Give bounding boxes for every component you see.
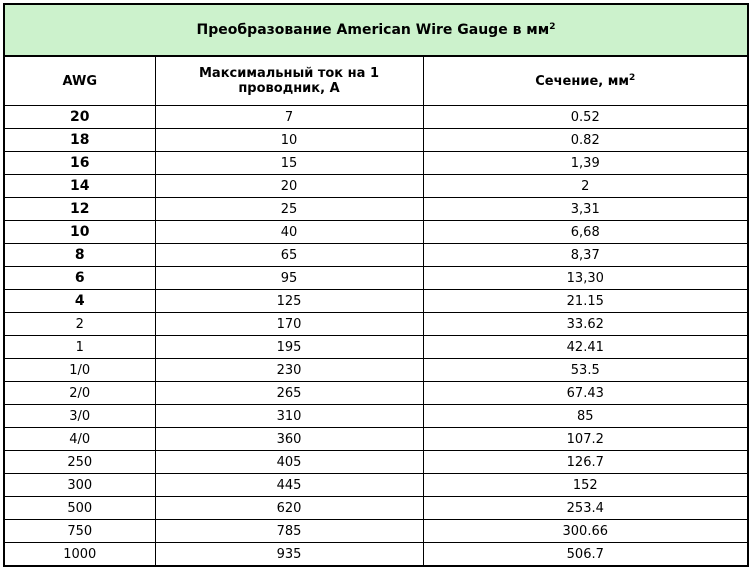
cell-section: 253.4 — [423, 497, 748, 520]
cell-section: 0.52 — [423, 106, 748, 129]
table-title — [4, 4, 748, 56]
cell-current: 360 — [155, 428, 423, 451]
awg-table-container — [3, 3, 747, 570]
table-row — [4, 520, 748, 543]
cell-awg: 1000 — [4, 543, 155, 567]
cell-awg: 20 — [4, 106, 155, 129]
cell-current: 445 — [155, 474, 423, 497]
table-row — [4, 336, 748, 359]
table-row — [4, 152, 748, 175]
cell-section: 67.43 — [423, 382, 748, 405]
column-header-awg: AWG — [4, 56, 155, 106]
column-header-current — [155, 56, 423, 106]
cell-section: 3,31 — [423, 198, 748, 221]
cell-awg: 4 — [4, 290, 155, 313]
cell-section: 33.62 — [423, 313, 748, 336]
cell-awg: 4/0 — [4, 428, 155, 451]
table-row — [4, 175, 748, 198]
cell-awg: 1/0 — [4, 359, 155, 382]
cell-section: 107.2 — [423, 428, 748, 451]
cell-awg: 8 — [4, 244, 155, 267]
cell-section: 42.41 — [423, 336, 748, 359]
table-row — [4, 497, 748, 520]
table-row — [4, 221, 748, 244]
cell-section: 506.7 — [423, 543, 748, 567]
cell-current: 170 — [155, 313, 423, 336]
cell-section: 0.82 — [423, 129, 748, 152]
cell-awg: 750 — [4, 520, 155, 543]
cell-section: 152 — [423, 474, 748, 497]
table-body — [4, 106, 748, 567]
table-row — [4, 474, 748, 497]
cell-section: 300.66 — [423, 520, 748, 543]
cell-awg: 3/0 — [4, 405, 155, 428]
table-row — [4, 129, 748, 152]
cell-section: 126.7 — [423, 451, 748, 474]
cell-awg: 500 — [4, 497, 155, 520]
table-row — [4, 198, 748, 221]
cell-current: 95 — [155, 267, 423, 290]
cell-current: 265 — [155, 382, 423, 405]
table-row — [4, 359, 748, 382]
table-row — [4, 290, 748, 313]
table-row — [4, 106, 748, 129]
cell-current: 25 — [155, 198, 423, 221]
cell-awg: 18 — [4, 129, 155, 152]
table-row — [4, 543, 748, 567]
cell-current: 20 — [155, 175, 423, 198]
cell-section: 6,68 — [423, 221, 748, 244]
cell-current: 65 — [155, 244, 423, 267]
column-header-section-text: Сечение, мм — [535, 73, 629, 89]
table-row — [4, 451, 748, 474]
cell-current: 125 — [155, 290, 423, 313]
table-row — [4, 405, 748, 428]
table-row — [4, 244, 748, 267]
cell-awg: 300 — [4, 474, 155, 497]
cell-current: 310 — [155, 405, 423, 428]
awg-conversion-table — [3, 3, 749, 567]
cell-section: 8,37 — [423, 244, 748, 267]
table-row — [4, 428, 748, 451]
cell-current: 15 — [155, 152, 423, 175]
table-title-text: Преобразование American Wire Gauge в мм — [196, 21, 550, 38]
cell-section: 1,39 — [423, 152, 748, 175]
cell-section: 2 — [423, 175, 748, 198]
cell-awg: 16 — [4, 152, 155, 175]
table-row — [4, 267, 748, 290]
cell-current: 620 — [155, 497, 423, 520]
cell-awg: 2/0 — [4, 382, 155, 405]
cell-awg: 14 — [4, 175, 155, 198]
table-title-superscript: 2 — [549, 21, 556, 32]
table-row — [4, 382, 748, 405]
cell-current: 230 — [155, 359, 423, 382]
cell-awg: 250 — [4, 451, 155, 474]
table-row — [4, 313, 748, 336]
column-header-section-superscript: 2 — [629, 72, 636, 83]
cell-section: 21.15 — [423, 290, 748, 313]
cell-section: 13,30 — [423, 267, 748, 290]
cell-current: 785 — [155, 520, 423, 543]
column-header-current-text: Максимальный ток на 1 проводник, А — [198, 66, 379, 96]
cell-current: 7 — [155, 106, 423, 129]
cell-awg: 12 — [4, 198, 155, 221]
cell-awg: 6 — [4, 267, 155, 290]
cell-awg: 10 — [4, 221, 155, 244]
cell-current: 10 — [155, 129, 423, 152]
cell-awg: 1 — [4, 336, 155, 359]
cell-current: 405 — [155, 451, 423, 474]
cell-current: 935 — [155, 543, 423, 567]
cell-current: 40 — [155, 221, 423, 244]
column-header-section — [423, 56, 748, 106]
cell-section: 53.5 — [423, 359, 748, 382]
cell-section: 85 — [423, 405, 748, 428]
cell-awg: 2 — [4, 313, 155, 336]
cell-current: 195 — [155, 336, 423, 359]
